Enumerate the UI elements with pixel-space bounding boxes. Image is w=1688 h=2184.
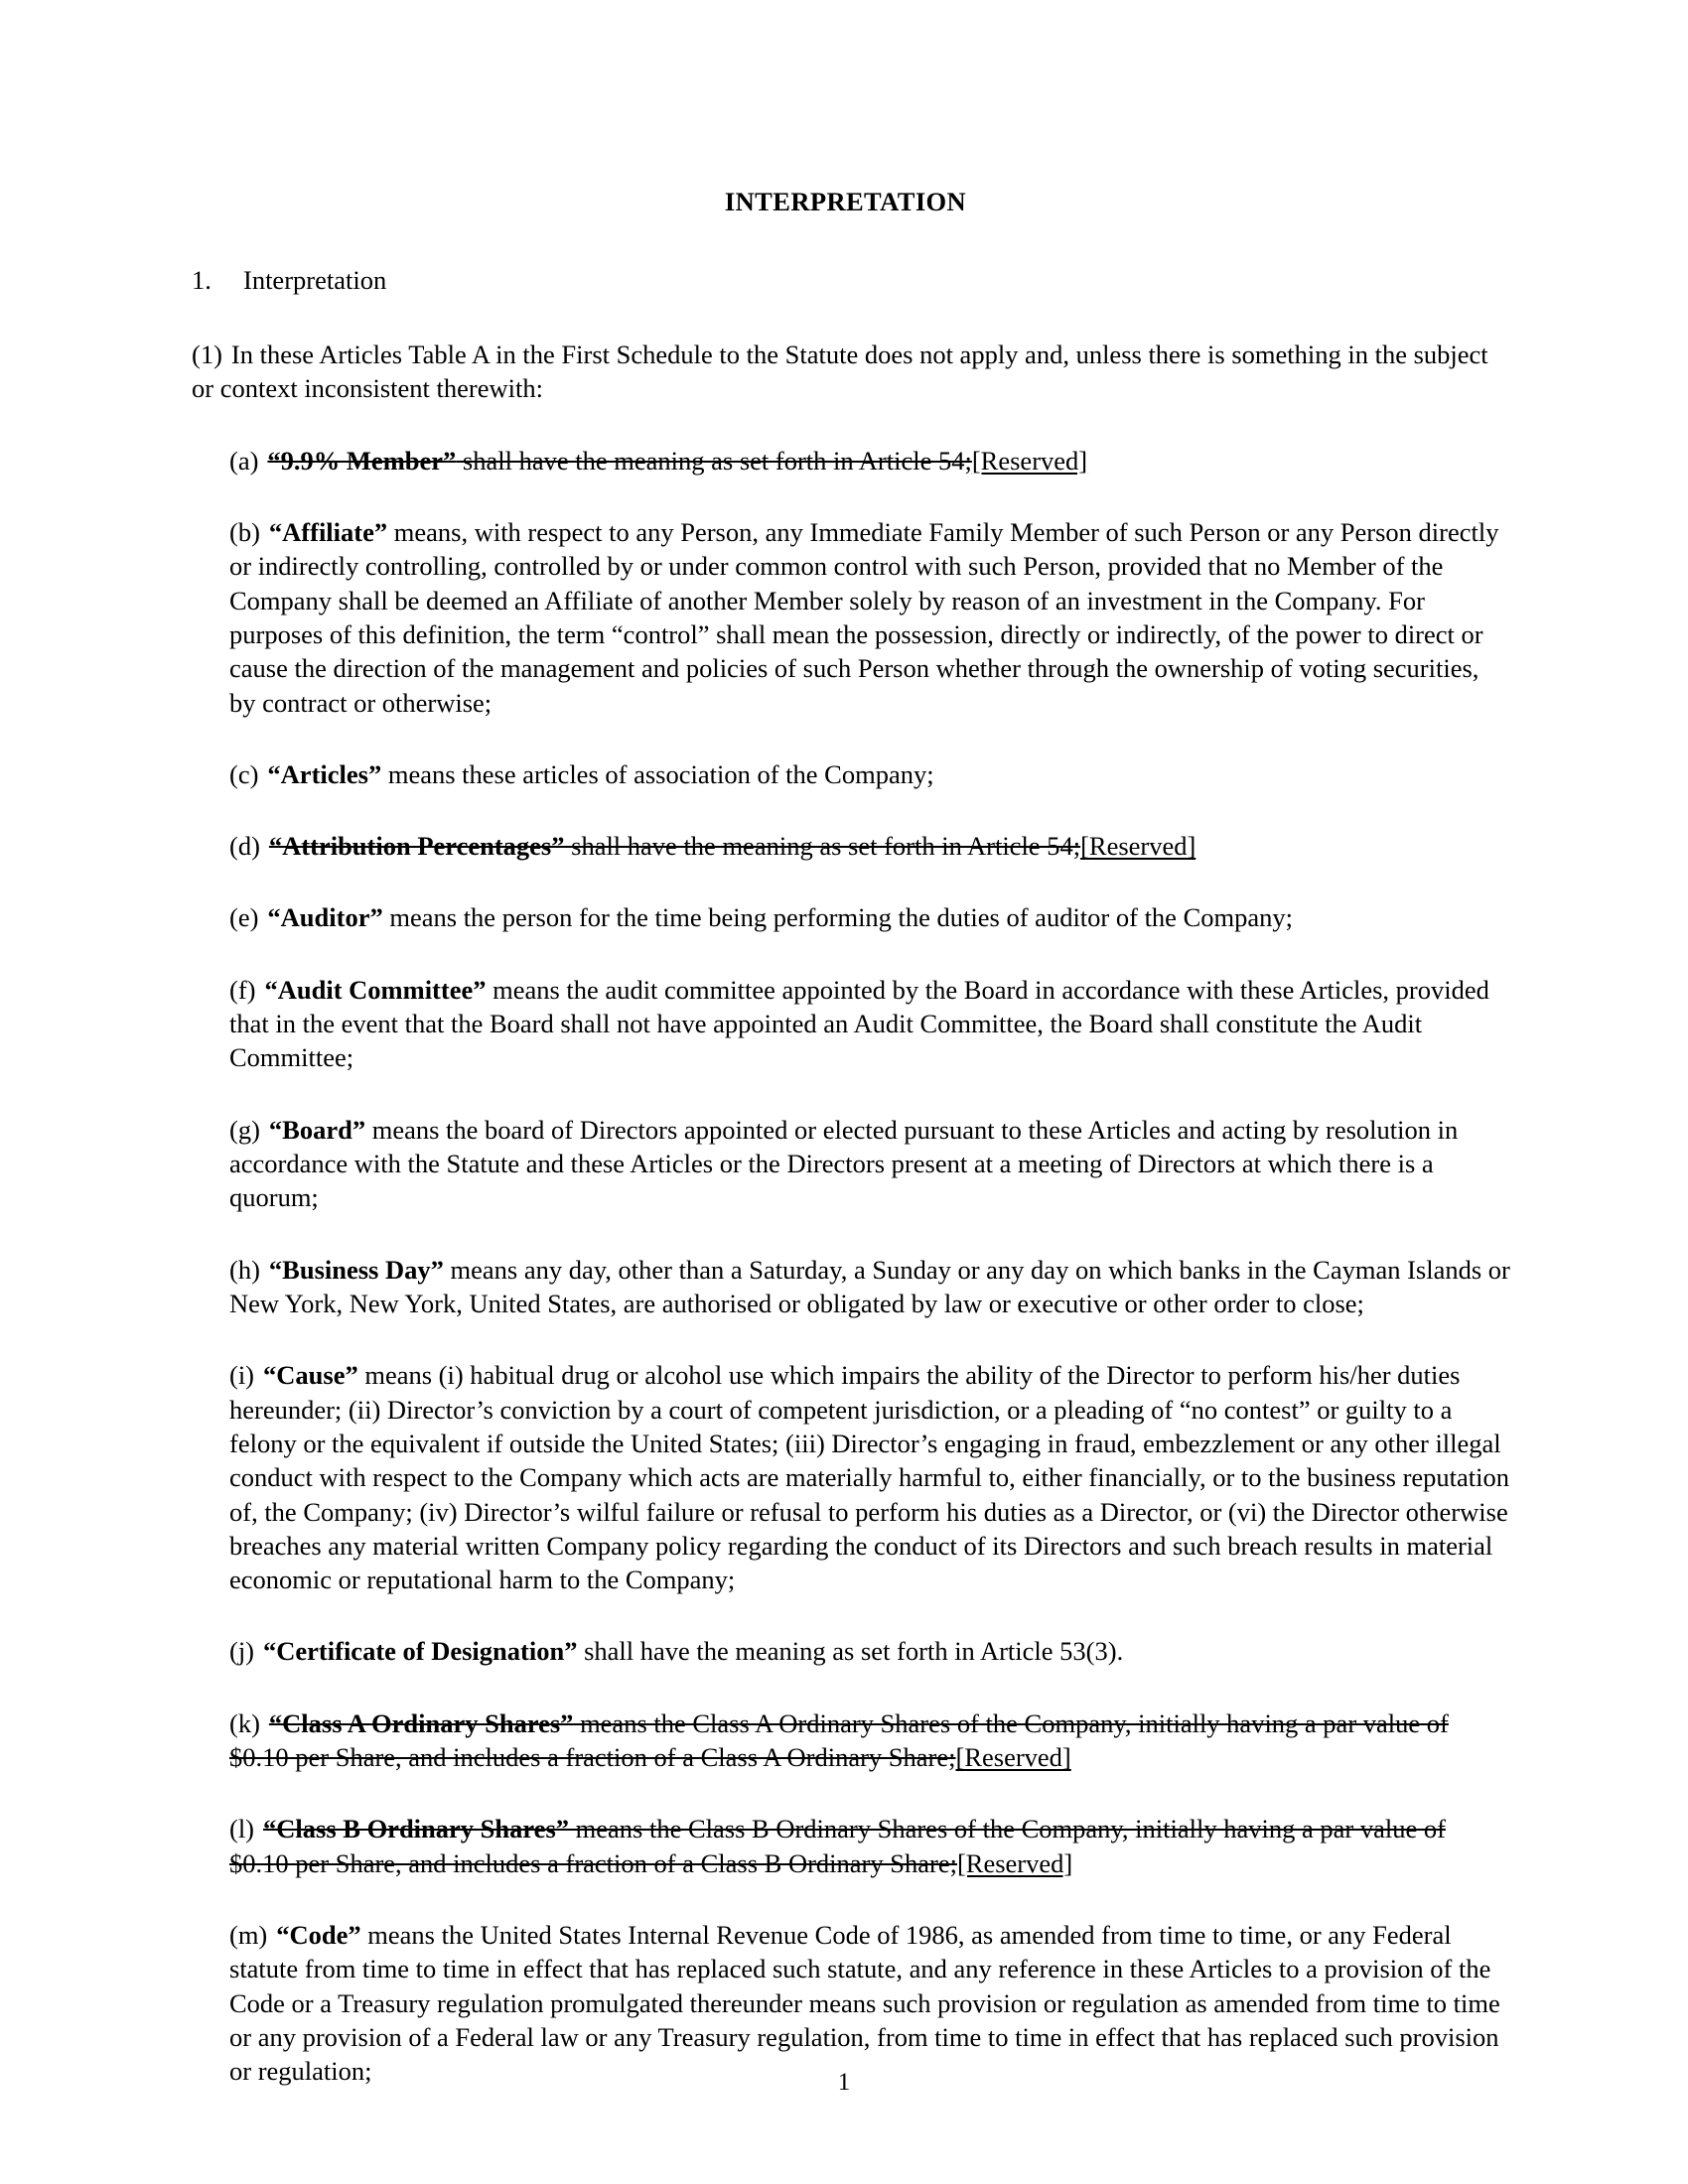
lead-paragraph-label: (1): [192, 340, 222, 369]
definition-inserted-text: [Reserved]: [956, 1847, 1073, 1878]
definition-body-text: means the board of Directors appointed or elected pursuant to these Articles and acting by resolution in accordance with the Statute and these Articles or the Directors present at a meeting of Directors at which there is a quorum;: [229, 1114, 1459, 1213]
definition-inserted-text: [Reserved]: [955, 1742, 1071, 1773]
definition-term: “9.9% Member”: [267, 445, 457, 476]
definition-item: [192, 1634, 1511, 1668]
definition-inserted-text: [Reserved]: [971, 445, 1088, 476]
definition-label: (d): [229, 831, 260, 862]
definition-term: “Code”: [276, 1920, 361, 1950]
definition-item: [192, 1918, 1511, 2089]
definition-label: (a): [229, 445, 259, 476]
definition-item: [192, 757, 1511, 791]
definition-term: “Auditor”: [267, 902, 383, 933]
clause-heading-label: Interpretation: [243, 265, 387, 295]
definition-term: “Board”: [268, 1114, 366, 1145]
definition-body-text: means the person for the time being performing the duties of auditor of the Company;: [382, 902, 1293, 933]
definition-term: “Class B Ordinary Shares”: [263, 1814, 570, 1844]
definition-body-text: means (i) habitual drug or alcohol use which impairs the ability of the Director to perform his/her duties hereunder; (ii) Director’s conviction by a court of competent jurisdiction, or a pleading of “no contest” or guilty to a felony or the equivalent if outside the United States; (iii) Director’s engaging in fraud, embezzlement or any other illegal conduct with respect to the Company which acts are materially harmful to, either financially, or to the business reputation of, the Company; (iv) Director’s wilful failure or refusal to perform his duties as a Director, or (vi) the Director otherwise breaches any material written Company policy regarding the conduct of its Directors and such breach results in material economic or reputational harm to the Company;: [229, 1360, 1510, 1595]
definition-item: [192, 444, 1511, 478]
lead-paragraph: [192, 338, 1511, 406]
definition-term: “Class A Ordinary Shares”: [268, 1707, 574, 1738]
definition-label: (f): [229, 974, 256, 1005]
definition-term: “Articles”: [267, 758, 382, 789]
definition-label: (h): [229, 1254, 260, 1285]
definition-label: (i): [229, 1360, 255, 1391]
definition-term: “Business Day”: [268, 1254, 444, 1285]
definition-struck-text: shall have the meaning as set forth in Article 54;: [564, 831, 1081, 862]
definition-body-text: means the United States Internal Revenue Code of 1986, as amended from time to time, or any Federal statute from time to time in effect that has replaced such statute, and any reference in these Articles to a provision of the Code or a Treasury regulation promulgated thereunder means such provision or regulation as amended from time to time or any provision of a Federal law or any Treasury regulation, from time to time in effect that has replaced such provision or regulation;: [229, 1920, 1500, 2087]
definition-struck-text: means the Class B Ordinary Shares of the Company, initially having a par value of $0.10 per Share, and includes a fraction of a Class B Ordinary Share;: [229, 1814, 1446, 1878]
definition-item: [192, 1812, 1511, 1880]
definition-inserted-text: [Reserved]: [1080, 831, 1196, 862]
definition-body-text: means these articles of association of the Company;: [381, 758, 934, 789]
definition-item: [192, 515, 1511, 720]
definitions-list: [192, 444, 1511, 2089]
definition-item: [192, 1113, 1511, 1215]
definition-label: (l): [229, 1814, 255, 1844]
definition-body-text: means any day, other than a Saturday, a Sunday or any day on which banks in the Cayman Islands or New York, New York, United States, are authorised or obligated by law or executive or other order to close;: [229, 1254, 1510, 1318]
definition-item: [192, 1706, 1511, 1775]
definition-item: [192, 1358, 1511, 1596]
clause-number: 1.: [192, 265, 211, 295]
definition-body-text: shall have the meaning as set forth in Article 53(3).: [577, 1636, 1124, 1667]
definition-term: “Certificate of Designation”: [263, 1636, 578, 1667]
definition-label: (c): [229, 758, 259, 789]
definition-item: [192, 829, 1511, 863]
definition-label: (k): [229, 1707, 260, 1738]
definition-item: [192, 973, 1511, 1075]
definition-term: “Audit Committee”: [264, 974, 487, 1005]
clause-heading: [192, 265, 1511, 296]
definition-term: “Affiliate”: [268, 516, 388, 547]
lead-paragraph-text: In these Articles Table A in the First Schedule to the Statute does not apply and, unless there is something in the subject or context inconsistent therewith:: [192, 340, 1488, 404]
definition-item: [192, 900, 1511, 934]
definition-label: (j): [229, 1636, 255, 1667]
definition-label: (m): [229, 1920, 268, 1950]
definition-label: (e): [229, 902, 259, 933]
definition-struck-text: means the Class A Ordinary Shares of the Company, initially having a par value of $0.10 per Share, and includes a fraction of a Class A Ordinary Share;: [229, 1707, 1449, 1773]
definition-label: (g): [229, 1114, 260, 1145]
definition-body-text: means the audit committee appointed by the Board in accordance with these Articles, provided that in the event that the Board shall not have appointed an Audit Committee, the Board shall constitute the Audit Committee;: [229, 974, 1489, 1073]
definition-label: (b): [229, 516, 260, 547]
definition-body-text: means, with respect to any Person, any Immediate Family Member of such Person or any Person directly or indirectly controlling, controlled by or under common control with such Person, provided that no Member of the Company shall be deemed an Affiliate of another Member solely by reason of an investment in the Company. For purposes of this definition, the term “control” shall mean the possession, directly or indirectly, of the power to direct or cause the direction of the management and policies of such Person whether through the ownership of voting securities, by contract or otherwise;: [229, 516, 1499, 718]
definition-term: “Cause”: [263, 1360, 358, 1391]
definition-term: “Attribution Percentages”: [268, 831, 565, 862]
definition-struck-text: shall have the meaning as set forth in Article 54;: [456, 445, 972, 476]
page-title: INTERPRETATION: [724, 187, 967, 216]
definition-item: [192, 1253, 1511, 1321]
page-number: 1: [837, 2069, 851, 2096]
